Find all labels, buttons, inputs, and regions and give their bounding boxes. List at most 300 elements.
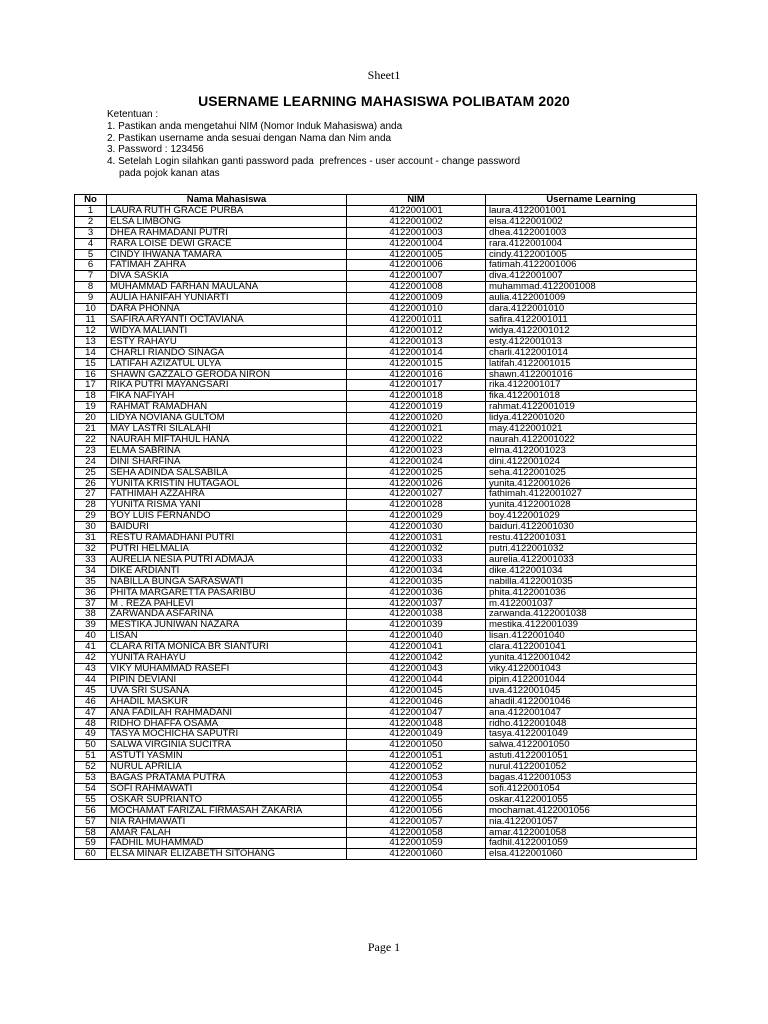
cell-no: 12 (75, 325, 107, 336)
cell-nama-mahasiswa: SALWA VIRGINIA SUCITRA (107, 740, 347, 751)
table-row (75, 751, 697, 762)
cell-username-learning: pipin.4122001044 (486, 674, 697, 685)
cell-nim: 4122001032 (347, 544, 486, 555)
cell-nama-mahasiswa: OSKAR SUPRIANTO (107, 794, 347, 805)
table-row (75, 663, 697, 674)
cell-username-learning: latifah.4122001015 (486, 358, 697, 369)
cell-username-learning: rara.4122001004 (486, 238, 697, 249)
cell-username-learning: bagas.4122001053 (486, 773, 697, 784)
table-row (75, 445, 697, 456)
cell-nim: 4122001021 (347, 424, 486, 435)
cell-no: 8 (75, 282, 107, 293)
cell-nama-mahasiswa: FIKA NAFIYAH (107, 391, 347, 402)
note-item: 2. Pastikan username anda sesuai dengan Nama dan Nim anda (107, 132, 392, 144)
cell-username-learning: diva.4122001007 (486, 271, 697, 282)
cell-nama-mahasiswa: RARA LOISE DEWI GRACE (107, 238, 347, 249)
table-row (75, 489, 697, 500)
cell-username-learning: yunita.4122001026 (486, 478, 697, 489)
cell-username-learning: rahmat.4122001019 (486, 402, 697, 413)
table-row (75, 642, 697, 653)
cell-nama-mahasiswa: LATIFAH AZIZATUL ULYA (107, 358, 347, 369)
cell-no: 20 (75, 413, 107, 424)
cell-no: 11 (75, 314, 107, 325)
cell-username-learning: may.4122001021 (486, 424, 697, 435)
cell-nama-mahasiswa: AURELIA NESIA PUTRI ADMAJA (107, 554, 347, 565)
cell-username-learning: restu.4122001031 (486, 533, 697, 544)
cell-no: 23 (75, 445, 107, 456)
cell-nim: 4122001020 (347, 413, 486, 424)
cell-nim: 4122001014 (347, 347, 486, 358)
cell-nama-mahasiswa: CLARA RITA MONICA BR SIANTURI (107, 642, 347, 653)
cell-nim: 4122001028 (347, 500, 486, 511)
cell-username-learning: esty.4122001013 (486, 336, 697, 347)
cell-nim: 4122001037 (347, 598, 486, 609)
table-row (75, 434, 697, 445)
cell-username-learning: phita.4122001036 (486, 587, 697, 598)
cell-username-learning: ana.4122001047 (486, 707, 697, 718)
cell-nama-mahasiswa: LIDYA NOVIANA GULTOM (107, 413, 347, 424)
page-footer: Page 1 (367, 940, 401, 954)
table-row (75, 369, 697, 380)
cell-username-learning: seha.4122001025 (486, 467, 697, 478)
cell-no: 31 (75, 533, 107, 544)
cell-no: 27 (75, 489, 107, 500)
cell-username-learning: salwa.4122001050 (486, 740, 697, 751)
cell-nim: 4122001001 (347, 205, 486, 216)
cell-nama-mahasiswa: BOY LUIS FERNANDO (107, 511, 347, 522)
cell-nim: 4122001027 (347, 489, 486, 500)
table-row (75, 653, 697, 664)
table-row (75, 827, 697, 838)
table-row (75, 358, 697, 369)
cell-nim: 4122001034 (347, 565, 486, 576)
cell-nim: 4122001024 (347, 456, 486, 467)
cell-nim: 4122001011 (347, 314, 486, 325)
table-row (75, 325, 697, 336)
cell-nama-mahasiswa: CINDY IHWANA TAMARA (107, 249, 347, 260)
table-row (75, 533, 697, 544)
cell-nim: 4122001017 (347, 380, 486, 391)
cell-nim: 4122001047 (347, 707, 486, 718)
cell-username-learning: laura.4122001001 (486, 205, 697, 216)
cell-username-learning: yunita.4122001028 (486, 500, 697, 511)
table-row (75, 805, 697, 816)
cell-username-learning: astuti.4122001051 (486, 751, 697, 762)
cell-nim: 4122001052 (347, 762, 486, 773)
cell-nim: 4122001013 (347, 336, 486, 347)
cell-nama-mahasiswa: MOCHAMAT FARIZAL FIRMASAH ZAKARIA (107, 805, 347, 816)
cell-username-learning: clara.4122001041 (486, 642, 697, 653)
cell-nim: 4122001054 (347, 783, 486, 794)
cell-nim: 4122001053 (347, 773, 486, 784)
cell-username-learning: uva.4122001045 (486, 685, 697, 696)
table-row (75, 609, 697, 620)
cell-nama-mahasiswa: DHEA RAHMADANI PUTRI (107, 227, 347, 238)
table-row (75, 598, 697, 609)
cell-username-learning: fadhil.4122001059 (486, 838, 697, 849)
cell-nim: 4122001050 (347, 740, 486, 751)
cell-nim: 4122001044 (347, 674, 486, 685)
cell-no: 39 (75, 620, 107, 631)
cell-nim: 4122001023 (347, 445, 486, 456)
table-row (75, 740, 697, 751)
cell-no: 43 (75, 663, 107, 674)
cell-username-learning: oskar.4122001055 (486, 794, 697, 805)
cell-no: 55 (75, 794, 107, 805)
cell-nim: 4122001060 (347, 849, 486, 860)
cell-username-learning: nabilla.4122001035 (486, 576, 697, 587)
cell-nim: 4122001030 (347, 522, 486, 533)
cell-nama-mahasiswa: CHARLI RIANDO SINAGA (107, 347, 347, 358)
cell-nama-mahasiswa: ASTUTI YASMIN (107, 751, 347, 762)
notes-block (107, 109, 520, 180)
cell-nama-mahasiswa: FATIMAH ZAHRA (107, 260, 347, 271)
table-row (75, 500, 697, 511)
cell-nama-mahasiswa: DIKE ARDIANTI (107, 565, 347, 576)
cell-no: 10 (75, 304, 107, 315)
table-row (75, 380, 697, 391)
cell-nama-mahasiswa: ESTY RAHAYU (107, 336, 347, 347)
table-row (75, 304, 697, 315)
cell-no: 15 (75, 358, 107, 369)
cell-nama-mahasiswa: PUTRI HELMALIA (107, 544, 347, 555)
cell-nim: 4122001036 (347, 587, 486, 598)
cell-no: 17 (75, 380, 107, 391)
cell-nim: 4122001038 (347, 609, 486, 620)
cell-nim: 4122001006 (347, 260, 486, 271)
cell-nim: 4122001026 (347, 478, 486, 489)
table-row (75, 413, 697, 424)
cell-no: 50 (75, 740, 107, 751)
cell-nim: 4122001019 (347, 402, 486, 413)
cell-no: 6 (75, 260, 107, 271)
cell-username-learning: sofi.4122001054 (486, 783, 697, 794)
cell-nim: 4122001045 (347, 685, 486, 696)
cell-no: 54 (75, 783, 107, 794)
cell-nim: 4122001057 (347, 816, 486, 827)
table-row (75, 205, 697, 216)
cell-username-learning: ahadil.4122001046 (486, 696, 697, 707)
table-row (75, 587, 697, 598)
cell-nama-mahasiswa: RAHMAT RAMADHAN (107, 402, 347, 413)
cell-no: 58 (75, 827, 107, 838)
cell-no: 36 (75, 587, 107, 598)
cell-username-learning: elma.4122001023 (486, 445, 697, 456)
table-row (75, 238, 697, 249)
cell-nama-mahasiswa: LISAN (107, 631, 347, 642)
cell-username-learning: rika.4122001017 (486, 380, 697, 391)
cell-no: 56 (75, 805, 107, 816)
cell-nim: 4122001033 (347, 554, 486, 565)
table-body (75, 205, 697, 859)
cell-nama-mahasiswa: BAIDURI (107, 522, 347, 533)
table-row (75, 816, 697, 827)
cell-nama-mahasiswa: SAFIRA ARYANTI OCTAVIANA (107, 314, 347, 325)
cell-nama-mahasiswa: AMAR FALAH (107, 827, 347, 838)
cell-nim: 4122001046 (347, 696, 486, 707)
cell-nama-mahasiswa: MESTIKA JUNIWAN NAZARA (107, 620, 347, 631)
cell-username-learning: mestika.4122001039 (486, 620, 697, 631)
page-title: USERNAME LEARNING MAHASISWA POLIBATAM 2020 (198, 93, 570, 109)
cell-username-learning: boy.4122001029 (486, 511, 697, 522)
table-row (75, 762, 697, 773)
table-row (75, 282, 697, 293)
cell-nim: 4122001008 (347, 282, 486, 293)
cell-no: 1 (75, 205, 107, 216)
cell-nama-mahasiswa: MAY LASTRI SILALAHI (107, 424, 347, 435)
cell-no: 33 (75, 554, 107, 565)
cell-no: 22 (75, 434, 107, 445)
cell-no: 18 (75, 391, 107, 402)
cell-no: 53 (75, 773, 107, 784)
table-row (75, 794, 697, 805)
table-row (75, 718, 697, 729)
cell-username-learning: zarwanda.4122001038 (486, 609, 697, 620)
cell-nama-mahasiswa: YUNITA RAHAYU (107, 653, 347, 664)
cell-username-learning: tasya.4122001049 (486, 729, 697, 740)
header-no: No (75, 195, 107, 206)
cell-no: 2 (75, 216, 107, 227)
table-row (75, 554, 697, 565)
cell-nim: 4122001009 (347, 293, 486, 304)
cell-no: 19 (75, 402, 107, 413)
cell-nama-mahasiswa: YUNITA KRISTIN HUTAGAOL (107, 478, 347, 489)
cell-nama-mahasiswa: UVA SRI SUSANA (107, 685, 347, 696)
table-row (75, 478, 697, 489)
cell-username-learning: elsa.4122001060 (486, 849, 697, 860)
cell-no: 47 (75, 707, 107, 718)
table-row (75, 216, 697, 227)
cell-nama-mahasiswa: ELMA SABRINA (107, 445, 347, 456)
cell-nim: 4122001018 (347, 391, 486, 402)
cell-username-learning: charli.4122001014 (486, 347, 697, 358)
cell-no: 42 (75, 653, 107, 664)
cell-nama-mahasiswa: PHITA MARGARETTA PASARIBU (107, 587, 347, 598)
cell-nim: 4122001004 (347, 238, 486, 249)
cell-no: 9 (75, 293, 107, 304)
cell-username-learning: fatimah.4122001006 (486, 260, 697, 271)
table-row (75, 249, 697, 260)
cell-nama-mahasiswa: RESTU RAMADHANI PUTRI (107, 533, 347, 544)
cell-username-learning: widya.4122001012 (486, 325, 697, 336)
cell-username-learning: mochamat.4122001056 (486, 805, 697, 816)
cell-nama-mahasiswa: YUNITA RISMA YANI (107, 500, 347, 511)
cell-nim: 4122001058 (347, 827, 486, 838)
cell-nama-mahasiswa: ELSA MINAR ELIZABETH SITOHANG (107, 849, 347, 860)
cell-nim: 4122001031 (347, 533, 486, 544)
cell-nama-mahasiswa: DINI SHARFINA (107, 456, 347, 467)
table-row (75, 260, 697, 271)
cell-username-learning: yunita.4122001042 (486, 653, 697, 664)
cell-username-learning: fathimah.4122001027 (486, 489, 697, 500)
cell-username-learning: baiduri.4122001030 (486, 522, 697, 533)
cell-nim: 4122001043 (347, 663, 486, 674)
cell-nama-mahasiswa: NURUL APRILIA (107, 762, 347, 773)
cell-nim: 4122001007 (347, 271, 486, 282)
cell-nama-mahasiswa: NIA RAHMAWATI (107, 816, 347, 827)
cell-username-learning: m.4122001037 (486, 598, 697, 609)
table-row (75, 347, 697, 358)
cell-nim: 4122001055 (347, 794, 486, 805)
cell-nama-mahasiswa: NABILLA BUNGA SARASWATI (107, 576, 347, 587)
cell-username-learning: cindy.4122001005 (486, 249, 697, 260)
cell-username-learning: nia.4122001057 (486, 816, 697, 827)
table-row (75, 544, 697, 555)
table-row (75, 773, 697, 784)
cell-no: 32 (75, 544, 107, 555)
cell-no: 37 (75, 598, 107, 609)
table-row (75, 402, 697, 413)
cell-nim: 4122001041 (347, 642, 486, 653)
cell-nim: 4122001048 (347, 718, 486, 729)
sheet-header: Sheet1 (367, 68, 401, 82)
cell-no: 46 (75, 696, 107, 707)
cell-nim: 4122001042 (347, 653, 486, 664)
note-item-continuation: pada pojok kanan atas (119, 167, 220, 179)
cell-nim: 4122001039 (347, 620, 486, 631)
cell-username-learning: viky.4122001043 (486, 663, 697, 674)
cell-nim: 4122001002 (347, 216, 486, 227)
table-row (75, 467, 697, 478)
cell-nim: 4122001040 (347, 631, 486, 642)
cell-no: 57 (75, 816, 107, 827)
cell-nim: 4122001015 (347, 358, 486, 369)
cell-nim: 4122001003 (347, 227, 486, 238)
cell-nama-mahasiswa: SEHA ADINDA SALSABILA (107, 467, 347, 478)
table-row (75, 685, 697, 696)
cell-no: 51 (75, 751, 107, 762)
cell-no: 45 (75, 685, 107, 696)
cell-nama-mahasiswa: ZARWANDA ASFARINA (107, 609, 347, 620)
table-row (75, 391, 697, 402)
cell-no: 4 (75, 238, 107, 249)
cell-no: 41 (75, 642, 107, 653)
note-item: 4. Setelah Login silahkan ganti password pada prefrences - user account - change password (107, 156, 521, 168)
cell-username-learning: dini.4122001024 (486, 456, 697, 467)
cell-nama-mahasiswa: ELSA LIMBONG (107, 216, 347, 227)
cell-nim: 4122001049 (347, 729, 486, 740)
table-row (75, 576, 697, 587)
cell-nama-mahasiswa: AHADIL MASKUR (107, 696, 347, 707)
cell-username-learning: aulia.4122001009 (486, 293, 697, 304)
cell-no: 13 (75, 336, 107, 347)
cell-no: 59 (75, 838, 107, 849)
cell-no: 26 (75, 478, 107, 489)
table-row (75, 783, 697, 794)
table-row (75, 522, 697, 533)
table-row (75, 314, 697, 325)
cell-no: 40 (75, 631, 107, 642)
cell-no: 48 (75, 718, 107, 729)
header-nama-mahasiswa: Nama Mahasiswa (107, 195, 347, 206)
table-row (75, 674, 697, 685)
cell-nama-mahasiswa: DARA PHONNA (107, 304, 347, 315)
cell-no: 25 (75, 467, 107, 478)
cell-no: 60 (75, 849, 107, 860)
cell-nama-mahasiswa: WIDYA MALIANTI (107, 325, 347, 336)
table-row (75, 293, 697, 304)
cell-no: 38 (75, 609, 107, 620)
cell-nama-mahasiswa: SOFI RAHMAWATI (107, 783, 347, 794)
cell-nim: 4122001035 (347, 576, 486, 587)
cell-no: 7 (75, 271, 107, 282)
table-row (75, 424, 697, 435)
cell-no: 44 (75, 674, 107, 685)
cell-username-learning: shawn.4122001016 (486, 369, 697, 380)
cell-username-learning: amar.4122001058 (486, 827, 697, 838)
table-row (75, 707, 697, 718)
cell-username-learning: elsa.4122001002 (486, 216, 697, 227)
cell-nama-mahasiswa: PIPIN DEVIANI (107, 674, 347, 685)
cell-nama-mahasiswa: NAURAH MIFTAHUL HANA (107, 434, 347, 445)
header-username-learning: Username Learning (486, 195, 697, 206)
cell-nama-mahasiswa: DIVA SASKIA (107, 271, 347, 282)
cell-username-learning: lidya.4122001020 (486, 413, 697, 424)
cell-nama-mahasiswa: SHAWN GAZZALO GERODA NIRON (107, 369, 347, 380)
cell-nim: 4122001022 (347, 434, 486, 445)
cell-username-learning: dike.4122001034 (486, 565, 697, 576)
cell-nama-mahasiswa: FADHIL MUHAMMAD (107, 838, 347, 849)
table-row (75, 336, 697, 347)
cell-no: 14 (75, 347, 107, 358)
cell-nama-mahasiswa: M . REZA PAHLEVI (107, 598, 347, 609)
cell-no: 29 (75, 511, 107, 522)
cell-no: 3 (75, 227, 107, 238)
cell-nama-mahasiswa: ANA FADILAH RAHMADANI (107, 707, 347, 718)
cell-username-learning: safira.4122001011 (486, 314, 697, 325)
cell-no: 30 (75, 522, 107, 533)
student-table (74, 194, 697, 860)
note-item: 1. Pastikan anda mengetahui NIM (Nomor Induk Mahasiswa) anda (107, 120, 403, 132)
cell-nim: 4122001025 (347, 467, 486, 478)
table-row (75, 271, 697, 282)
cell-no: 35 (75, 576, 107, 587)
cell-username-learning: fika.4122001018 (486, 391, 697, 402)
cell-nama-mahasiswa: BAGAS PRATAMA PUTRA (107, 773, 347, 784)
cell-no: 24 (75, 456, 107, 467)
cell-nama-mahasiswa: AULIA HANIFAH YUNIARTI (107, 293, 347, 304)
cell-username-learning: dhea.4122001003 (486, 227, 697, 238)
table-row (75, 511, 697, 522)
cell-username-learning: ridho.4122001048 (486, 718, 697, 729)
table-row (75, 565, 697, 576)
table-row (75, 620, 697, 631)
cell-username-learning: muhammad.4122001008 (486, 282, 697, 293)
cell-nim: 4122001016 (347, 369, 486, 380)
cell-nim: 4122001051 (347, 751, 486, 762)
cell-nama-mahasiswa: TASYA MOCHICHA SAPUTRI (107, 729, 347, 740)
table-row (75, 838, 697, 849)
table-row (75, 849, 697, 860)
cell-no: 52 (75, 762, 107, 773)
cell-username-learning: aurelia.4122001033 (486, 554, 697, 565)
table-row (75, 456, 697, 467)
table-row (75, 227, 697, 238)
cell-no: 28 (75, 500, 107, 511)
cell-no: 16 (75, 369, 107, 380)
cell-username-learning: nurul.4122001052 (486, 762, 697, 773)
cell-nim: 4122001059 (347, 838, 486, 849)
cell-nim: 4122001056 (347, 805, 486, 816)
header-nim: NIM (347, 195, 486, 206)
cell-no: 49 (75, 729, 107, 740)
cell-username-learning: lisan.4122001040 (486, 631, 697, 642)
note-item: 3. Password : 123456 (107, 144, 204, 156)
table-header-row (75, 195, 697, 206)
cell-no: 5 (75, 249, 107, 260)
cell-nama-mahasiswa: RIKA PUTRI MAYANGSARI (107, 380, 347, 391)
table-row (75, 631, 697, 642)
